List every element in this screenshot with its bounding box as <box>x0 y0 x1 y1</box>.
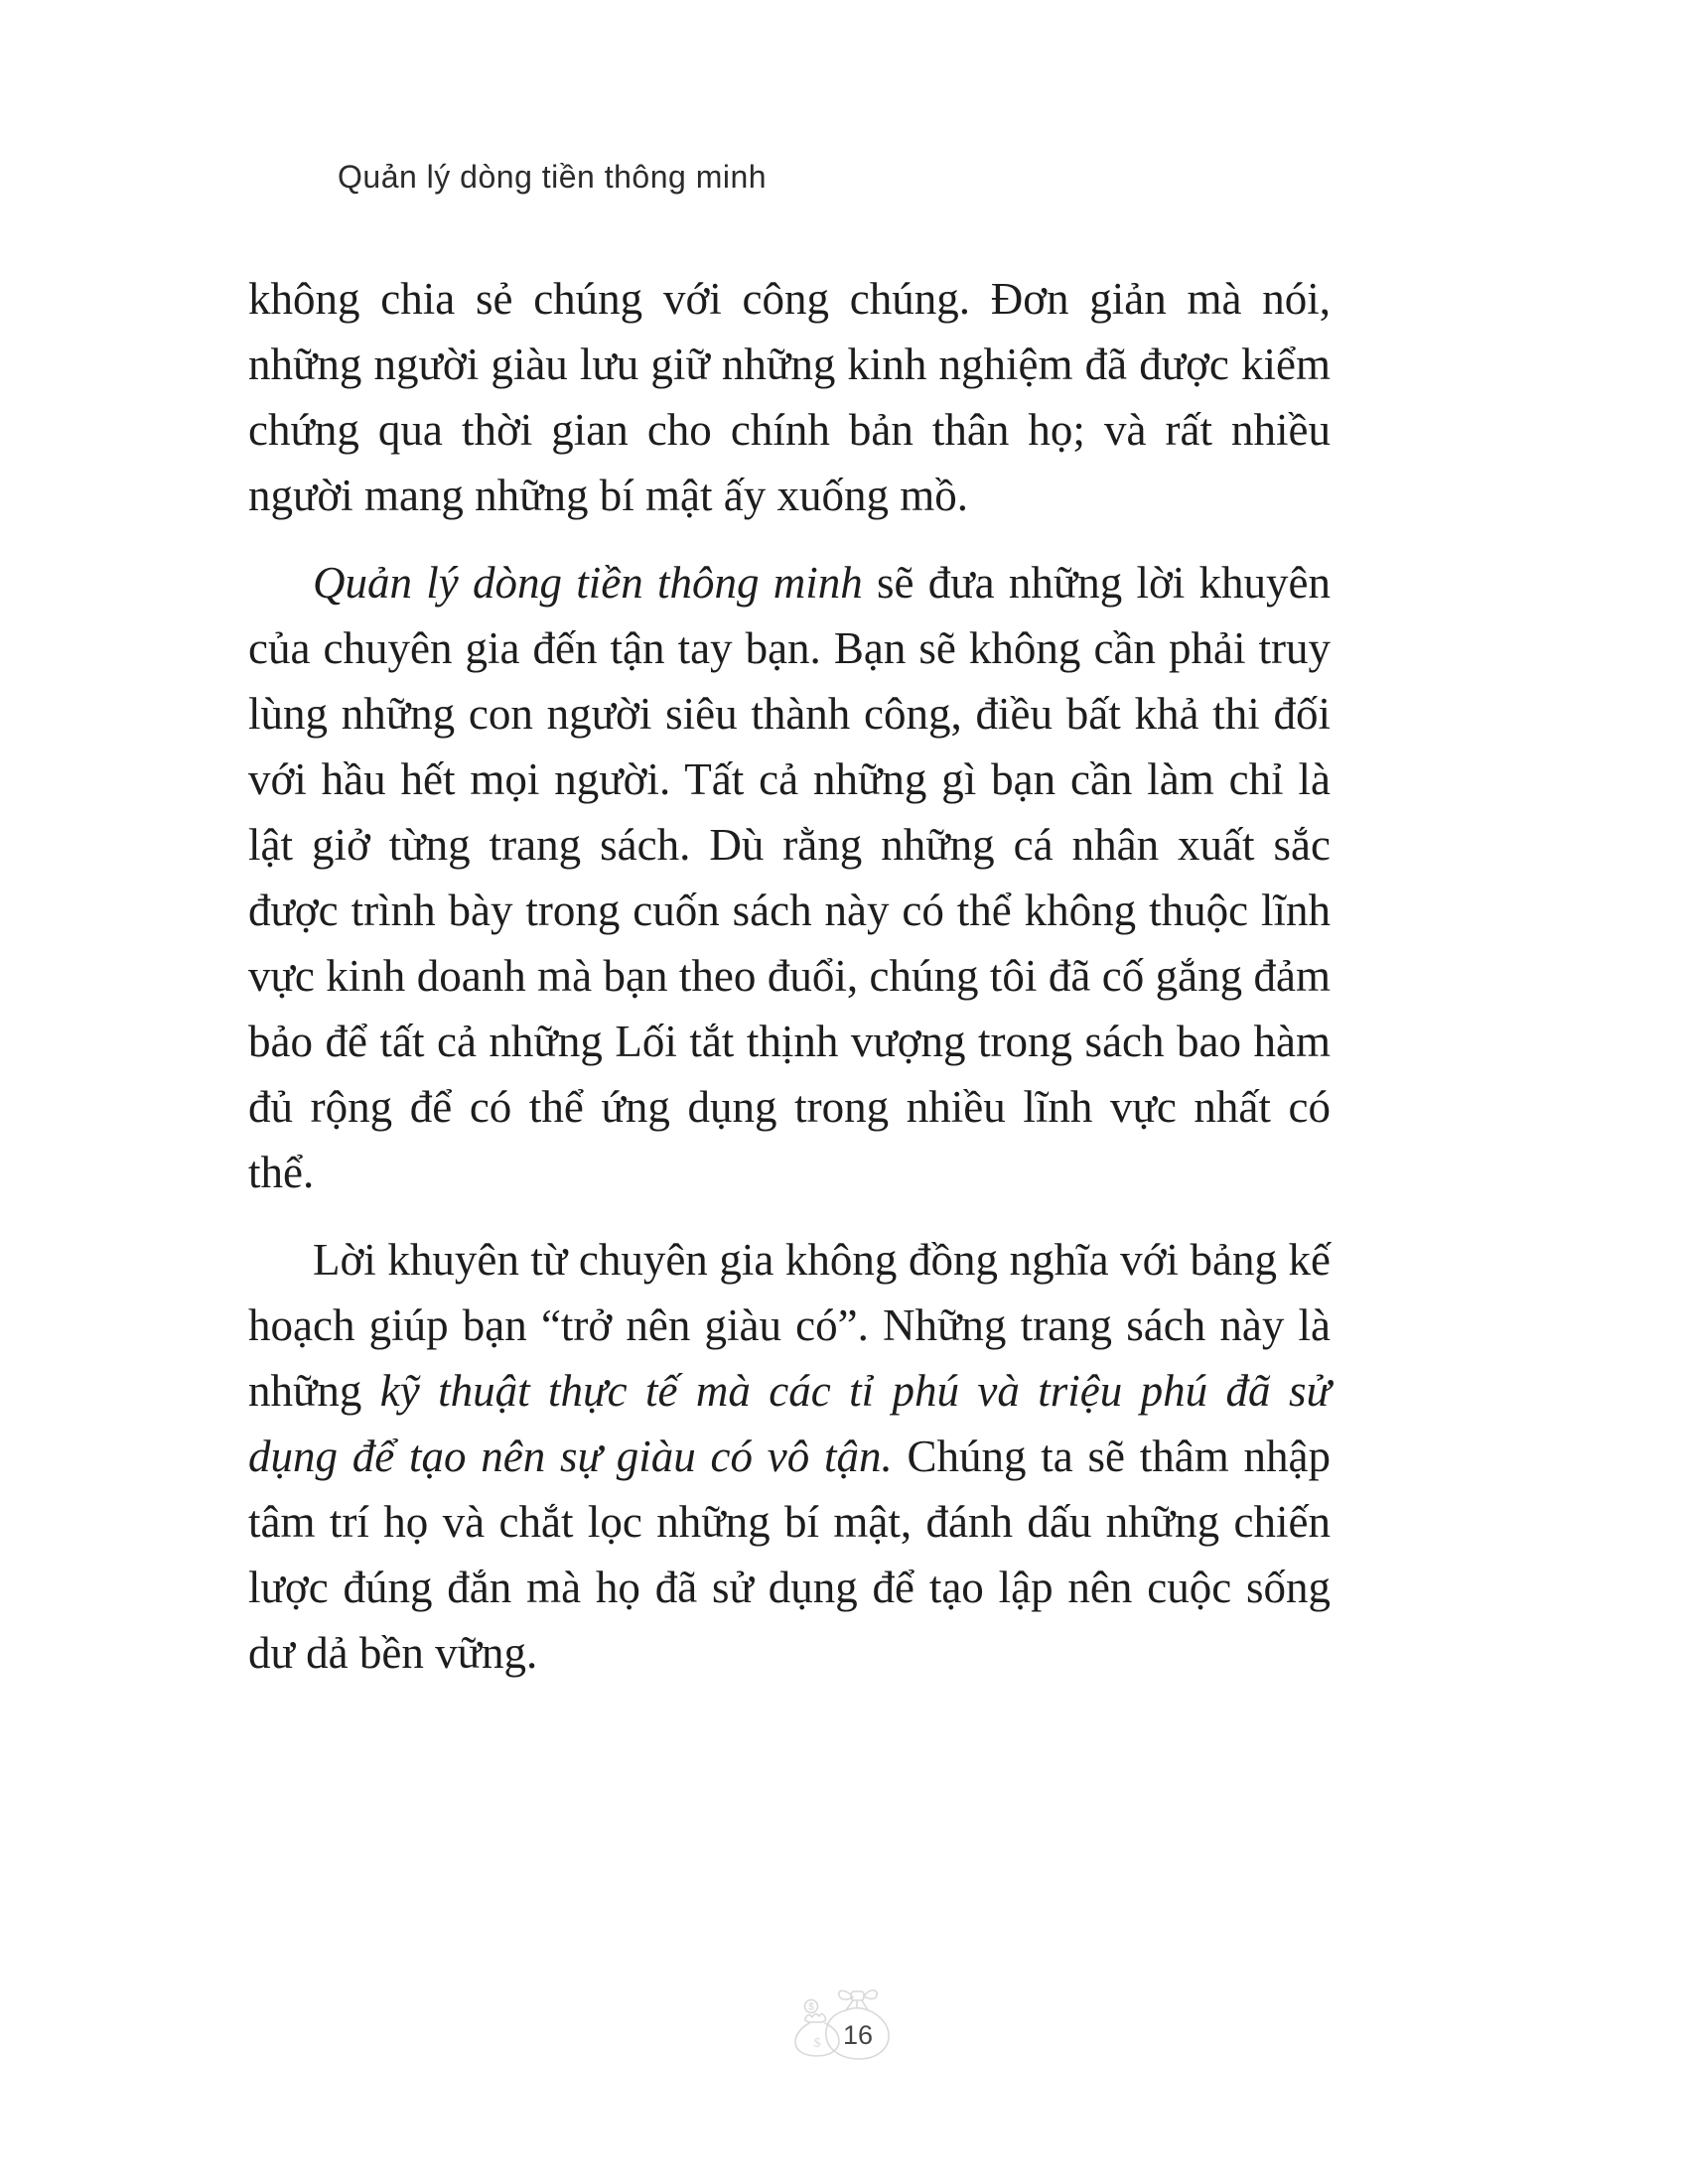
paragraph <box>248 1227 1331 1686</box>
page-number: 16 <box>842 2020 874 2050</box>
text-segment: sẽ đưa những lời khuyên của chuyên gia đến tận tay bạn. Bạn sẽ không cần phải truy lùng những con người siêu thành công, điều bất khả thi đối với hầu hết mọi người. Tất cả những gì bạn cần làm chỉ là lật giở từng trang sách. Dù rằng những cá nhân xuất sắc được trình bày trong cuốn sách này có thể không thuộc lĩnh vực kinh doanh mà bạn theo đuổi, chúng tôi đã cố gắng đảm bảo để tất cả những Lối tắt thịnh vượng trong sách bao hàm đủ rộng để có thể ứng dụng trong nhiều lĩnh vực nhất có thể. <box>248 558 1331 1197</box>
running-head: Quản lý dòng tiền thông minh <box>338 159 768 195</box>
paragraph <box>248 550 1331 1205</box>
paragraph <box>248 266 1331 528</box>
text-segment: Lời khuyên từ chuyên gia không đồng nghĩa với bảng kế hoạch giúp bạn “trở nên giàu có”. Những trang sách này là những <box>248 1235 1331 1416</box>
money-bags-icon <box>774 1983 914 2073</box>
big-money-bag-icon <box>826 1990 889 2059</box>
page-body <box>248 266 1331 1707</box>
svg-text:$: $ <box>808 2001 814 2013</box>
dollar-coin-icon <box>805 2000 818 2013</box>
text-segment: Chúng ta sẽ thâm nhập tâm trí họ và chắt lọc những bí mật, đánh dấu những chiến lược đúng đắn mà họ đã sử dụng để tạo lập nên cuộc sống dư dả bền vững. <box>248 1432 1331 1678</box>
text-segment: không chia sẻ chúng với công chúng. Đơn giản mà nói, những người giàu lưu giữ những kinh nghiệm đã được kiểm chứng qua thời gian cho chính bản thân họ; và rất nhiều người mang những bí mật ấy xuống mồ. <box>248 274 1331 520</box>
text-segment: Quản lý dòng tiền thông minh <box>313 558 863 608</box>
text-segment: kỹ thuật thực tế mà các tỉ phú và triệu phú đã sử dụng để tạo nên sự giàu có vô tận. <box>248 1366 1331 1481</box>
page-footer <box>774 1983 914 2073</box>
svg-text:$: $ <box>813 2036 821 2051</box>
